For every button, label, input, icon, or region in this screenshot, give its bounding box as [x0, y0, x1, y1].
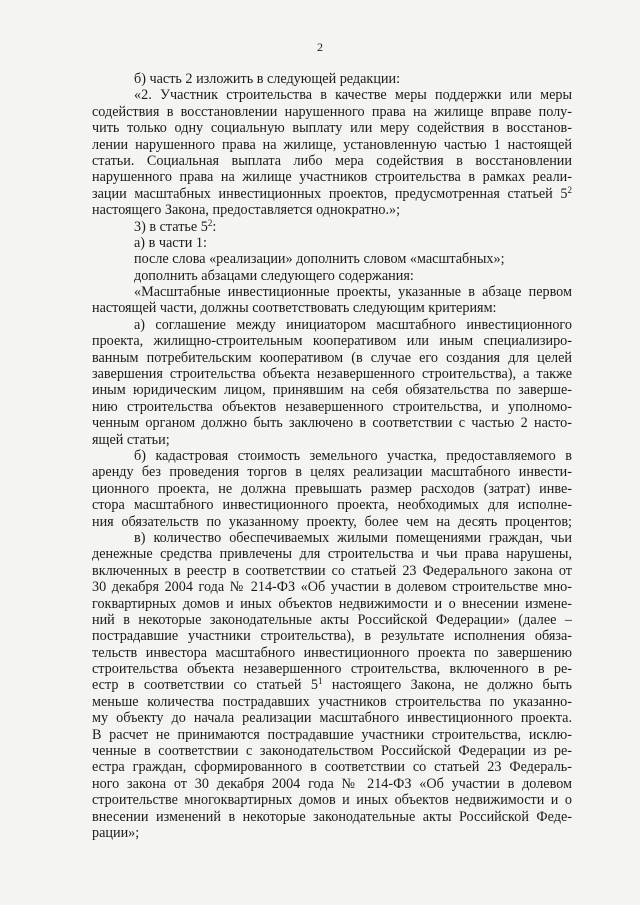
line-text: внесении изменений в некоторые законодательные акты Российской Феде- — [92, 808, 572, 825]
text-line — [92, 809, 572, 825]
text-line — [92, 71, 572, 87]
line-text: ченным органом должно быть заключено в соответствии с частью 2 насто- — [92, 415, 572, 432]
line-text: 3) в статье 5 — [134, 218, 208, 235]
line-text: меньше количества пострадавших участников строительства по указанно- — [92, 693, 572, 710]
line-text: зации масштабных инвестиционных проектов, предусмотренная статьей 5 — [92, 185, 568, 202]
text-line — [92, 104, 572, 120]
line-text: нию строительства объектов незавершенного строительства, и уполномо- — [92, 398, 572, 415]
line-text: б) часть 2 изложить в следующей редакции: — [134, 71, 401, 87]
text-line — [92, 645, 572, 661]
line-text: му объекту до начала реализации масштабного инвестиционного проекта. — [92, 710, 572, 727]
line-text: стора масштабного инвестиционного проекта, необходимых для исполне- — [92, 497, 572, 514]
line-text: ванным потребительским кооперативом (в случае его создания для целей — [92, 349, 572, 366]
text-line — [92, 317, 572, 333]
line-text: ционного проекта, не должна превышать размер расходов (затрат) инве- — [92, 480, 572, 497]
text-line — [92, 694, 572, 710]
text-line — [92, 366, 572, 382]
text-line — [92, 120, 572, 136]
text-line — [92, 300, 572, 316]
line-text: лении нарушенного права на жилище, установленную частью 1 настоящей — [92, 136, 572, 153]
line-text: ного закона от 30 декабря 2004 года № 214-ФЗ «Об участии в долевом — [92, 775, 572, 792]
text-line — [92, 792, 572, 808]
text-line — [92, 350, 572, 366]
line-text: ящей статьи; — [92, 431, 170, 448]
line-text: ния обязательств по указанному проекту, более чем на десять процентов; — [92, 513, 572, 530]
line-text: ченные в соответствии с законодательством Российской Федерации из ре- — [92, 743, 572, 760]
line-text: аренду без проведения торгов в целях реализации масштабного инвести- — [92, 464, 572, 481]
line-text: ний в некоторые законодательные акты Российской Федерации» (далее – — [92, 611, 572, 628]
line-text: а) соглашение между инициатором масштабного инвестиционного — [134, 316, 572, 333]
line-text-after: : — [212, 218, 217, 235]
line-text: настоящей части, должны соответствовать следующим критериям: — [92, 300, 497, 317]
line-text: естр в соответствии со статьей 5 — [92, 677, 318, 694]
line-text: строительства объекта незавершенного строительства, включенного в ре- — [92, 661, 572, 678]
line-text: в) количество обеспечиваемых жилыми помещениями граждан, чьи — [134, 529, 572, 546]
line-text: тельств инвестора масштабного инвестиционного проекта по завершению — [92, 644, 572, 661]
text-line — [92, 169, 572, 185]
text-line — [92, 251, 572, 267]
line-text: б) кадастровая стоимость земельного участка, предоставляемого в — [134, 447, 572, 464]
page-number: 2 — [317, 40, 323, 54]
text-line — [92, 743, 572, 759]
line-text: гоквартирных домов и иных объектов недвижимости и о внесении измене- — [92, 595, 572, 612]
text-line — [92, 677, 572, 693]
line-text: естра граждан, сформированного в соответствии со статьей 23 Федераль- — [92, 759, 572, 776]
text-line — [92, 776, 572, 792]
text-line — [92, 514, 572, 530]
text-line — [92, 596, 572, 612]
text-line — [92, 268, 572, 284]
line-text: проекта, жилищно-строительным кооперативом или иным специализиро- — [92, 333, 572, 350]
text-line — [92, 497, 572, 513]
text-line — [92, 710, 572, 726]
text-line — [92, 530, 572, 546]
text-line — [92, 382, 572, 398]
line-text-after: настоящего Закона, не должно быть — [322, 677, 572, 694]
text-line — [92, 661, 572, 677]
superscript: 2 — [207, 217, 213, 228]
line-text: пострадавшие участники строительства), в результате исполнения обяза- — [92, 628, 572, 645]
text-line — [92, 137, 572, 153]
document-body — [92, 71, 572, 841]
line-text: дополнить абзацами следующего содержания: — [134, 267, 414, 284]
text-line — [92, 759, 572, 775]
text-line — [92, 481, 572, 497]
line-text: статьи. Социальная выплата либо мера содействия в восстановлении — [92, 152, 572, 169]
line-text: нарушенного права на жилище участников строительства в рамках реали- — [92, 169, 572, 186]
text-line — [92, 727, 572, 743]
text-line — [92, 432, 572, 448]
line-text: «Масштабные инвестиционные проекты, указанные в абзаце первом — [134, 284, 572, 301]
superscript: 2 — [567, 185, 572, 195]
line-text: денежные средства привлечены для строительства и чьи права нарушены, — [92, 546, 572, 563]
line-text: настоящего Закона, предоставляется однократно.»; — [92, 202, 401, 219]
text-line — [92, 87, 572, 103]
line-text: 30 декабря 2004 года № 214-ФЗ «Об участии в долевом строительстве мно- — [92, 579, 572, 596]
line-text: «2. Участник строительства в качестве меры поддержки или меры — [134, 87, 572, 104]
text-line — [92, 186, 572, 202]
text-line — [92, 235, 572, 251]
line-text: включенных в реестр в соответствии со статьей 23 Федерального закона от — [92, 562, 572, 579]
text-line — [92, 546, 572, 562]
text-line — [92, 628, 572, 644]
text-line — [92, 464, 572, 480]
line-text: чить только одну социальную выплату или меру содействия в восстанов- — [92, 120, 572, 137]
text-line — [92, 579, 572, 595]
line-text: а) в части 1: — [134, 234, 207, 251]
text-line — [92, 202, 572, 218]
text-line — [92, 333, 572, 349]
line-text: завершения строительства объекта незавершенного строительства), а также — [92, 366, 572, 383]
text-line — [92, 448, 572, 464]
text-line — [92, 825, 572, 841]
text-line — [92, 612, 572, 628]
text-line — [92, 563, 572, 579]
text-line — [92, 415, 572, 431]
text-line — [92, 153, 572, 169]
line-text: В расчет не принимаются пострадавшие участники строительства, исклю- — [92, 726, 572, 743]
line-text: иным юридическим лицом, принявшим на себя обязательства по заверше- — [92, 382, 572, 399]
line-text: строительстве многоквартирных домов и иных объектов недвижимости и о — [92, 792, 572, 809]
text-line — [92, 284, 572, 300]
line-text: содействия в восстановлении нарушенного права на жилище вправе полу- — [92, 103, 572, 120]
text-line — [92, 399, 572, 415]
line-text: рации»; — [92, 824, 140, 841]
text-line — [92, 219, 572, 235]
line-text: после слова «реализации» дополнить словом «масштабных»; — [134, 251, 505, 268]
superscript: 1 — [317, 677, 323, 687]
